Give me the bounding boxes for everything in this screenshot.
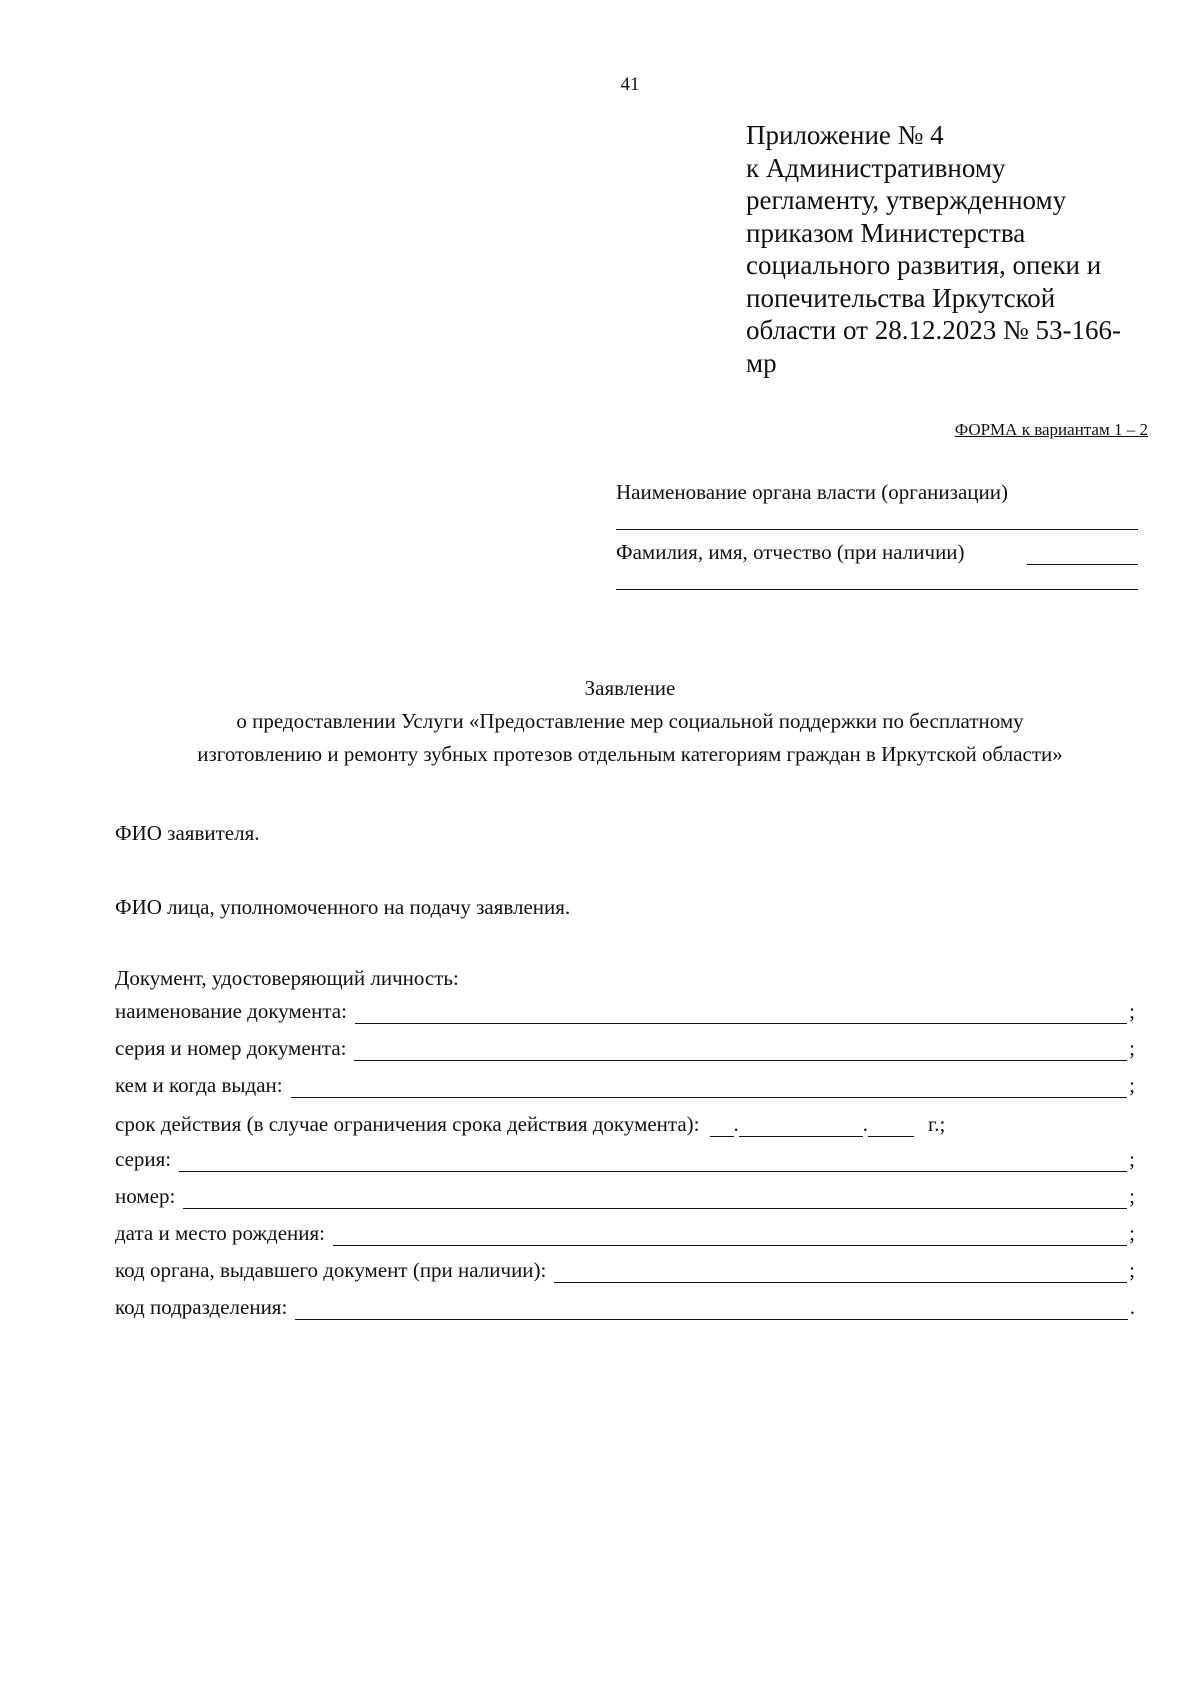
title-line: о предоставлении Услуги «Предоставление мер социальной поддержки по бесплатному <box>236 709 1024 733</box>
field-label: наименование документа: <box>115 999 347 1023</box>
form-variant-label: ФОРМА к вариантам 1 – 2 <box>954 420 1148 439</box>
field-end: ; <box>1129 1036 1135 1060</box>
appendix-line: мр <box>746 347 777 378</box>
field-label: дата и место рождения: <box>115 1221 326 1245</box>
field-number <box>115 1179 1135 1209</box>
validity-sep: . <box>733 1112 739 1136</box>
validity-year-input[interactable] <box>868 1114 914 1137</box>
appendix-line: к Административному <box>746 152 1006 183</box>
appendix-line: Приложение № 4 <box>746 120 944 150</box>
field-label: кем и когда выдан: <box>115 1073 283 1097</box>
applicant-fio: ФИО заявителя. <box>115 821 260 845</box>
field-end: ; <box>1129 1258 1135 1282</box>
validity-month-input[interactable] <box>739 1114 863 1137</box>
field-label: код подразделения: <box>115 1295 288 1319</box>
title-line: изготовлению и ремонту зубных протезов отдельным категориям граждан в Иркутской области» <box>197 742 1063 766</box>
validity-suffix: г.; <box>928 1112 946 1136</box>
field-series-number <box>115 1031 1135 1061</box>
fio-field-line[interactable] <box>1027 564 1138 565</box>
field-end: ; <box>1129 1147 1135 1171</box>
series-input[interactable] <box>179 1149 1127 1172</box>
authority-label: Наименование органа власти (организации) <box>616 480 1008 504</box>
field-validity <box>115 1107 945 1137</box>
field-birth <box>115 1216 1135 1246</box>
representative-fio: ФИО лица, уполномоченного на подачу заявления. <box>115 895 571 919</box>
field-label: серия и номер документа: <box>115 1036 347 1060</box>
field-issued-by <box>115 1068 1135 1098</box>
field-document-name <box>115 994 1135 1024</box>
field-label: номер: <box>115 1184 176 1208</box>
field-end: ; <box>1129 1073 1135 1097</box>
validity-label: срок действия (в случае ограничения срока действия документа): <box>115 1112 700 1136</box>
appendix-header <box>746 119 1166 379</box>
appendix-line: регламенту, утвержденному <box>746 185 1067 215</box>
page-number: 41 <box>620 74 640 95</box>
field-end: . <box>1129 1295 1135 1319</box>
document-name-input[interactable] <box>355 1001 1127 1024</box>
field-label: серия: <box>115 1147 172 1171</box>
number-input[interactable] <box>183 1186 1127 1209</box>
issued-by-input[interactable] <box>291 1075 1128 1098</box>
appendix-line: попечительства Иркутской <box>746 282 1056 313</box>
validity-day-input[interactable] <box>710 1114 734 1137</box>
division-code-input[interactable] <box>295 1297 1127 1320</box>
fio-label: Фамилия, имя, отчество (при наличии) <box>616 540 965 564</box>
series-number-input[interactable] <box>354 1038 1127 1061</box>
appendix-line: приказом Министерства <box>746 217 1026 248</box>
field-division-code <box>115 1290 1135 1320</box>
field-series <box>115 1142 1135 1172</box>
appendix-line: социального развития, опеки и <box>746 250 1102 280</box>
field-issuer-code <box>115 1253 1135 1283</box>
validity-sep: . <box>862 1112 868 1136</box>
appendix-line: области от 28.12.2023 № 53-166- <box>746 315 1121 345</box>
application-title <box>90 672 1170 771</box>
fio-field-line-2[interactable] <box>616 589 1138 590</box>
field-end: ; <box>1129 999 1135 1023</box>
field-end: ; <box>1129 1221 1135 1245</box>
field-label: код органа, выдавшего документ (при наличии): <box>115 1258 547 1282</box>
id-document-heading: Документ, удостоверяющий личность: <box>115 966 459 990</box>
title-heading: Заявление <box>584 676 676 700</box>
issuer-code-input[interactable] <box>554 1260 1127 1283</box>
field-end: ; <box>1129 1184 1135 1208</box>
birth-date-place-input[interactable] <box>333 1223 1127 1246</box>
authority-field-line[interactable] <box>616 529 1138 530</box>
